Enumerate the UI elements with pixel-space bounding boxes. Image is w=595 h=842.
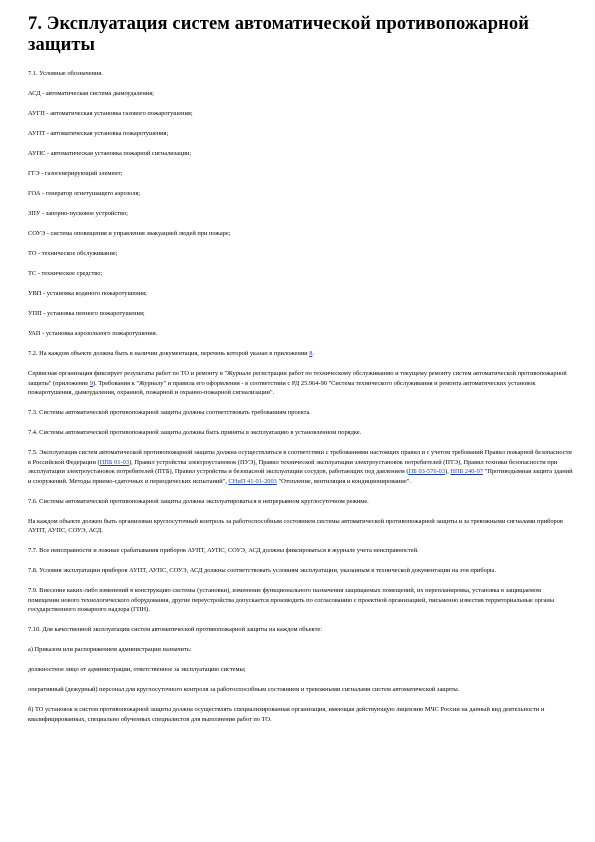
- abbr-augp: АУГП - автоматическая установка газового пожаротушения;: [28, 110, 193, 117]
- snip-41-01-2003-link[interactable]: СНиП 41-01-2003: [228, 477, 277, 485]
- paragraph-7-5-tail: ), Правил устройства электроустановок (ПУЭ), Правил технической эксплуатации электроустановок потребителей (ПТЭ), Правил техники безопасности при эксплуатации электроустановок потребителей (ПТБ), Правил устройства и безопасной эксплуатации сосудов, работающих под давлением (: [28, 458, 558, 475]
- appendix-9-link[interactable]: 9: [89, 379, 94, 387]
- paragraph-service-org-tail: ). Требования к "Журналу" и правила его оформления - в соответствии с РД 25.964-90 "Система технического обслуживания и ремонта автоматических установок пожаротушения, дымоудаления, охранной, пожарной и охранно-пожарной сигнализации".: [28, 379, 536, 396]
- appendix-8-link[interactable]: 8: [309, 350, 313, 357]
- abbr-goa: ГОА - генератор огнетушащего аэрозоля;: [28, 190, 141, 197]
- paragraph-7-5-text: 7.5. Эксплуатация систем автоматической противопожарной защиты должна осуществляться в соответствии с требованиями настоящих правил и с учетом требований Правил пожарной безопасности в Российской Федерации (: [28, 449, 572, 466]
- paragraph-7-8: 7.8. Условия эксплуатации приборов АУПТ, АУПС, СОУЭ, АСД должны соответствовать условиям эксплуатации, указанным в технической документации на эти приборы.: [28, 567, 496, 574]
- paragraph-7-2-tail: .: [312, 350, 314, 357]
- page-title: 7. Эксплуатация систем автоматической противопожарной защиты: [28, 14, 530, 55]
- paragraph-item-b: б) ТО установок и систем противопожарной защиты должна осуществлять специализированная организация, имеющая действующую лицензию МЧС России на данный вид деятельности и квалифицированных, специально обученных специалистов для выполнения работ по ТО.: [28, 706, 545, 723]
- paragraph-7-4: 7.4. Системы автоматической противопожарной защиты должны быть приняты в эксплуатацию в установленном порядке.: [28, 429, 362, 436]
- pb-03-576-03-link[interactable]: ПБ 03-576-03: [408, 468, 446, 475]
- paragraph-7-2: [28, 349, 573, 359]
- document-page: [28, 14, 573, 735]
- abbr-gge: ГГЭ - газогенерирующий элемент;: [28, 170, 123, 177]
- abbr-aupt: АУПТ - автоматическая установка пожаротушения;: [28, 130, 169, 137]
- abbr-aups: АУПС - автоматическая установка пожарной сигнализации;: [28, 150, 192, 157]
- paragraph-item-a: а) Приказом или распоряжением администрации назначить:: [28, 646, 192, 653]
- abbr-uap: УАП - установка аэрозольного пожаротушения.: [28, 330, 158, 337]
- abbr-zpu: ЗПУ - запорно-пусковое устройство;: [28, 210, 128, 217]
- paragraph-7-5: [28, 448, 573, 486]
- abbr-ts: ТС - техническое средство;: [28, 270, 103, 277]
- abbr-asd: АСД - автоматическая система дымоудаления;: [28, 90, 154, 97]
- paragraph-7-5-mid3: "Противодымная защита зданий и сооружений. Методы приемо-сдаточных и периодических испытаний",: [28, 468, 573, 485]
- paragraph-service-org-text: Сервисная организация фиксирует результаты работ по ТО и ремонту в "Журнале регистрации работ по техническому обслуживанию и текущему ремонту систем автоматической противопожарной защиты" (приложение: [28, 370, 567, 387]
- abbr-soue: СОУЭ - система оповещения и управления эвакуацией людей при пожаре;: [28, 230, 231, 237]
- abbr-upp: УПП - установка пенного пожаротушения;: [28, 310, 145, 317]
- ppb-01-03-link[interactable]: ППБ 01-03: [99, 458, 130, 466]
- paragraph-responsible: должностное лицо от администрации, ответственное за эксплуатацию системы;: [28, 666, 246, 673]
- paragraph-monitoring: На каждом объекте должен быть организован круглосуточный контроль за работоспособным состоянием системы автоматической противопожарной защиты и за тревожными сигналами приборов АУПТ, АУПС, СОУЭ, АСД.: [28, 517, 563, 534]
- paragraph-duty-staff: оперативный (дежурный) персонал для круглосуточного контроля за работоспособным состоянием и тревожными сигналами систем автоматической защиты.: [28, 686, 460, 693]
- paragraph-7-1: 7.1. Условные обозначения.: [28, 70, 103, 77]
- paragraph-service-org: [28, 369, 573, 398]
- paragraph-7-6: 7.6. Системы автоматической противопожарной защиты должны эксплуатироваться в непрерывном круглосуточном режиме.: [28, 497, 369, 505]
- abbr-to: ТО - техническое обслуживание;: [28, 250, 118, 257]
- paragraph-7-7: 7.7. Все неисправности и ложные срабатывания приборов АУПТ, АУПС, СОУЭ, АСД должны фиксироваться в журнале учета неисправностей.: [28, 547, 419, 554]
- paragraph-7-5-mid2: ),: [445, 468, 451, 475]
- paragraph-7-3: 7.3. Системы автоматической противопожарной защиты должны соответствовать требованиям проекта.: [28, 409, 311, 416]
- paragraph-7-5-tail4: "Отопление, вентиляция и кондиционирование".: [276, 477, 411, 485]
- paragraph-7-9: 7.9. Внесение каких-либо изменений в конструкцию системы (установки), изменение функционального назначения защищаемых помещений, их перепланировка, установка в защищаемом помещении нового технологического оборудования, другие переустройства допускается производить по согласованию с проектной организацией, письменно известив территориальные органы государственного пожарного надзора (ГПН).: [28, 587, 555, 613]
- paragraph-7-2-text: 7.2. На каждом объекте должна быть в наличии документация, перечень которой указан в приложении: [28, 350, 310, 357]
- paragraph-7-10: 7.10. Для качественной эксплуатации систем автоматической противопожарной защиты на каждом объекте:: [28, 626, 322, 633]
- npb-240-97-link[interactable]: НПБ 240-97: [450, 468, 484, 475]
- abbr-uvp: УВП - установка водяного пожаротушения;: [28, 290, 147, 297]
